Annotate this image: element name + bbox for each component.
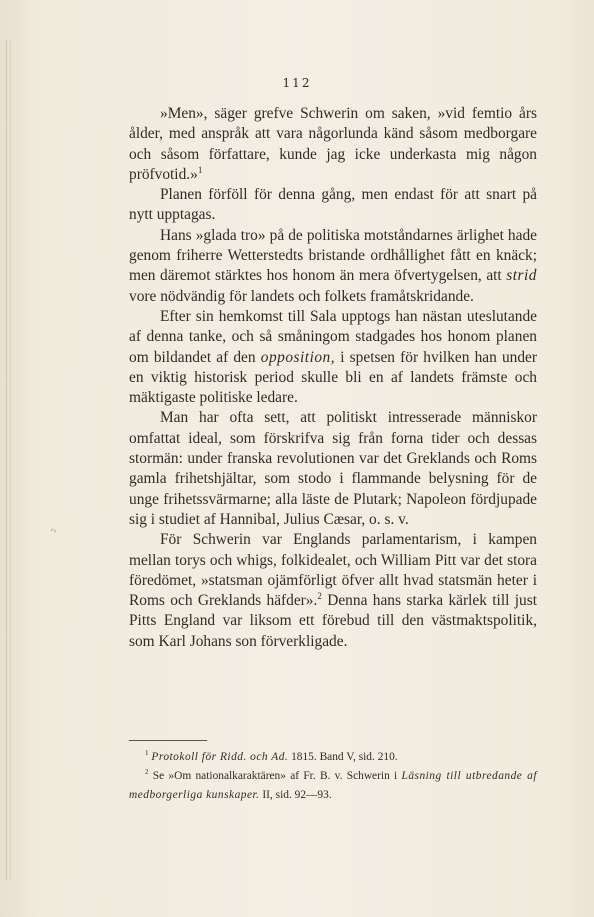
footnote-1: $^1$ Protokoll för Ridd. och Ad. 1815. Band V, sid. 210. (145, 749, 398, 763)
emphasis-strid: strid (506, 267, 537, 285)
binding-edge (6, 40, 11, 880)
paragraph-6: För Schwerin var Englands parlamentarism, i kampen mellan torys och whigs, folkidealet, och William Pitt var det stora föredömet, »statsman ojämförligt öfver allt hvad statsmän heter i Roms och Greklands häfder».$^2$ Denna hans starka kärlek till just Pitts England var liksom ett förebud till den västmaktspolitik, som Karl Johans son förverkligade. (129, 531, 537, 650)
paragraph-1: »Men», säger grefve Schwerin om saken, »vid femtio års ålder, med anspråk att vara någorlunda känd såsom medborgare och såsom författare, kunde jag icke underkasta mig någon pröfvotid.»$^1$ (129, 105, 537, 183)
footnotes (129, 748, 537, 805)
body-text (129, 104, 537, 652)
page-number: 112 (282, 76, 312, 90)
emphasis-opposition: opposition, (260, 348, 336, 366)
paragraph-2: Planen förföll för denna gång, men endast för att snart på nytt upptagas. (129, 186, 537, 224)
footnote-2: $^2$ Se »Om nationalkaraktären» af Fr. B. v. Schwerin i Läsning till utbredande af medborgerliga kunskaper. II, sid. 92—93. (129, 768, 537, 801)
paragraph-5: Man har ofta sett, att politiskt intresserade människor omfattat ideal, som förskrifva sig från forna tider och dessas stormän: under franska revolutionen var det Greklands och Roms gamla frihetshjältar, som stodo i flammande belysning för de unge frihetssvärmarne; alla läste de Plutark; Napoleon fördjupade sig i studiet af Hannibal, Julius Cæsar, o. s. v. (129, 409, 537, 528)
paragraph-4: Efter sin hemkomst till Sala upptogs han nästan uteslutande af denna tanke, och så småningom stadgades hos honom planen om bildandet af den opposition, i spetsen för hvilken han under en viktig historisk period skulle bli en af landets främste och mäktigaste politiske ledare. (129, 307, 537, 407)
footnote-ref-1: 1 (197, 164, 203, 175)
margin-smudge: ʻᵛ (50, 528, 57, 539)
footnote-rule (129, 740, 207, 741)
footnote-ref-2: 2 (317, 591, 322, 602)
paragraph-3: Hans »glada tro» på de politiska motståndarnes ärlighet hade genom friherre Wetterstedts bristande ordhållighet fått en knäck; men däremot stärktes hos honom än mera öfvertygelsen, att strid vore nödvändig för landets och folkets framåtskridande. (129, 226, 537, 305)
